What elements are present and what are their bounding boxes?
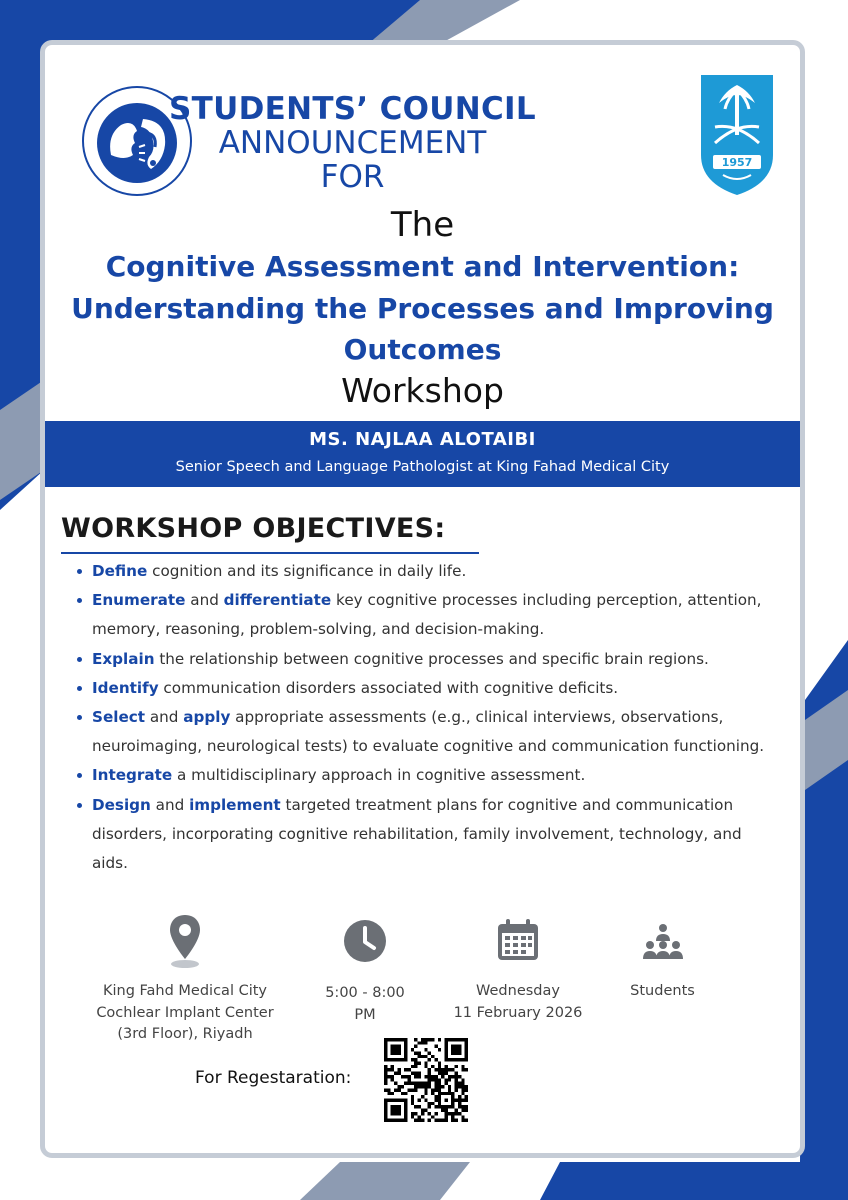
objective-item: Identify communication disorders associated with cognitive deficits. (75, 674, 780, 703)
people-group-icon (641, 923, 685, 963)
bottom-slate-stripe (300, 1162, 470, 1200)
objective-item: Integrate a multidisciplinary approach in cognitive assessment. (75, 761, 780, 790)
time-info (315, 913, 415, 1026)
objectives-list (75, 557, 780, 878)
objective-item: Explain the relationship between cognitive processes and specific brain regions. (75, 645, 780, 674)
registration-qr-code[interactable] (384, 1038, 468, 1122)
location-pin-icon (168, 913, 202, 969)
audience-label: Students (630, 983, 695, 999)
workshop-title-line-3: Outcomes (343, 333, 502, 366)
objective-item: Enumerate and differentiate key cognitive processes including perception, attention, memory, reasoning, problem-solving, and decision-making. (75, 586, 780, 644)
objectives-heading: WORKSHOP OBJECTIVES: (61, 513, 446, 544)
date-line-2: 11 February 2026 (453, 1004, 583, 1021)
speaker-name: MS. NAJLAA ALOTAIBI (309, 429, 536, 450)
clock-icon (343, 919, 387, 963)
objective-item: Define cognition and its significance in daily life. (75, 557, 780, 586)
speaker-role: Senior Speech and Language Pathologist at King Fahad Medical City (175, 459, 670, 475)
title-prefix: The (390, 205, 455, 245)
location-line-2: Cochlear Implant Center (96, 1004, 274, 1021)
title-suffix: Workshop (341, 371, 504, 410)
date-info (443, 913, 593, 1024)
workshop-title-line-2: Understanding the Processes and Improving (71, 292, 774, 325)
announcement-card (40, 40, 805, 1158)
university-founding-year: 1957 (721, 156, 753, 169)
objective-item: Select and apply appropriate assessments (e.g., clinical interviews, observations, neuroimaging, neurological tests) to evaluate cognitive and communication functioning. (75, 703, 780, 761)
workshop-title-line-1: Cognitive Assessment and Intervention: (105, 250, 740, 283)
location-line-3: (3rd Floor), Riyadh (117, 1026, 253, 1042)
time-line-1: 5:00 - 8:00 (325, 985, 405, 1001)
audience-info (615, 913, 710, 1003)
objective-item: Design and implement targeted treatment plans for cognitive and communication disorders, incorporating cognitive rehabilitation, family involvement, technology, and aids. (75, 791, 780, 879)
header-line-3: FOR (320, 159, 385, 195)
speaker-band (45, 421, 800, 487)
location-info (85, 913, 285, 1046)
calendar-icon (495, 917, 541, 963)
date-line-1: Wednesday (476, 983, 560, 999)
registration-label: For Regestaration: (195, 1068, 352, 1088)
location-line-1: King Fahd Medical City (102, 983, 268, 999)
objectives-underline (61, 552, 479, 554)
time-line-2: PM (354, 1006, 376, 1023)
header-line-1: STUDENTS’ COUNCIL (169, 91, 536, 127)
header-line-2: ANNOUNCEMENT (218, 125, 487, 161)
